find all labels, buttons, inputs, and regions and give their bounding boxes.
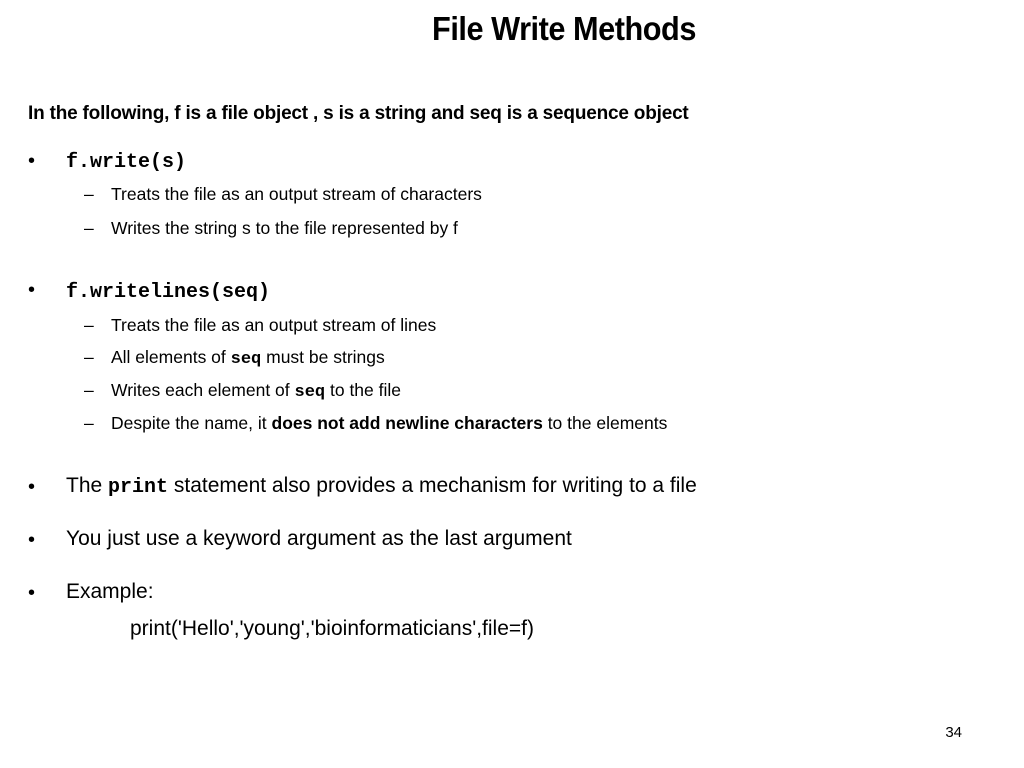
writelines-item-3 xyxy=(111,380,401,402)
dash-icon: – xyxy=(84,218,94,238)
print-code: print xyxy=(108,476,169,499)
slide-title: File Write Methods xyxy=(432,10,696,47)
bullet-icon: • xyxy=(28,476,36,498)
writelines-item-1: Treats the file as an output stream of lines xyxy=(111,315,437,335)
print-bullet xyxy=(66,474,697,499)
write-item-1: Treats the file as an output stream of characters xyxy=(111,184,482,204)
writelines-method-code: f.writelines(seq) xyxy=(66,281,271,304)
bullet-icon: • xyxy=(28,279,36,301)
writelines-item-4-bold: does not add newline characters xyxy=(271,413,543,433)
bullet-icon: • xyxy=(28,529,36,551)
print-bullet-post: statement also provides a mechanism for writing to a file xyxy=(168,474,697,497)
writelines-item-3-post: to the file xyxy=(325,380,402,400)
dash-icon: – xyxy=(84,380,94,400)
dash-icon: – xyxy=(84,413,94,433)
write-item-2: Writes the string s to the file represented by f xyxy=(111,218,458,238)
dash-icon: – xyxy=(84,347,94,367)
print-bullet-pre: The xyxy=(66,474,109,497)
writelines-item-3-pre: Writes each element of xyxy=(111,380,295,400)
writelines-item-4 xyxy=(111,413,667,434)
write-method-heading xyxy=(66,150,186,174)
writelines-item-4-post: to the elements xyxy=(542,413,668,433)
writelines-item-2-post: must be strings xyxy=(261,347,385,367)
write-method-code: f.write(s) xyxy=(66,151,187,174)
bullet-icon: • xyxy=(28,582,36,604)
writelines-item-2-pre: All elements of xyxy=(111,347,231,367)
seq-code: seq xyxy=(230,350,262,369)
seq-code: seq xyxy=(294,383,326,402)
dash-icon: – xyxy=(84,184,94,204)
dash-icon: – xyxy=(84,315,94,335)
writelines-item-2 xyxy=(111,347,385,369)
intro-text: In the following, f is a file object , s is a string and seq is a sequence object xyxy=(28,103,689,124)
writelines-method-heading xyxy=(66,280,270,304)
writelines-item-4-pre: Despite the name, it xyxy=(111,413,272,433)
example-code: print('Hello','young','bioinformaticians',file=f) xyxy=(130,617,534,640)
keyword-bullet: You just use a keyword argument as the last argument xyxy=(66,527,572,550)
page-number: 34 xyxy=(945,724,962,741)
bullet-icon: • xyxy=(28,150,36,172)
example-label: Example: xyxy=(66,580,154,603)
